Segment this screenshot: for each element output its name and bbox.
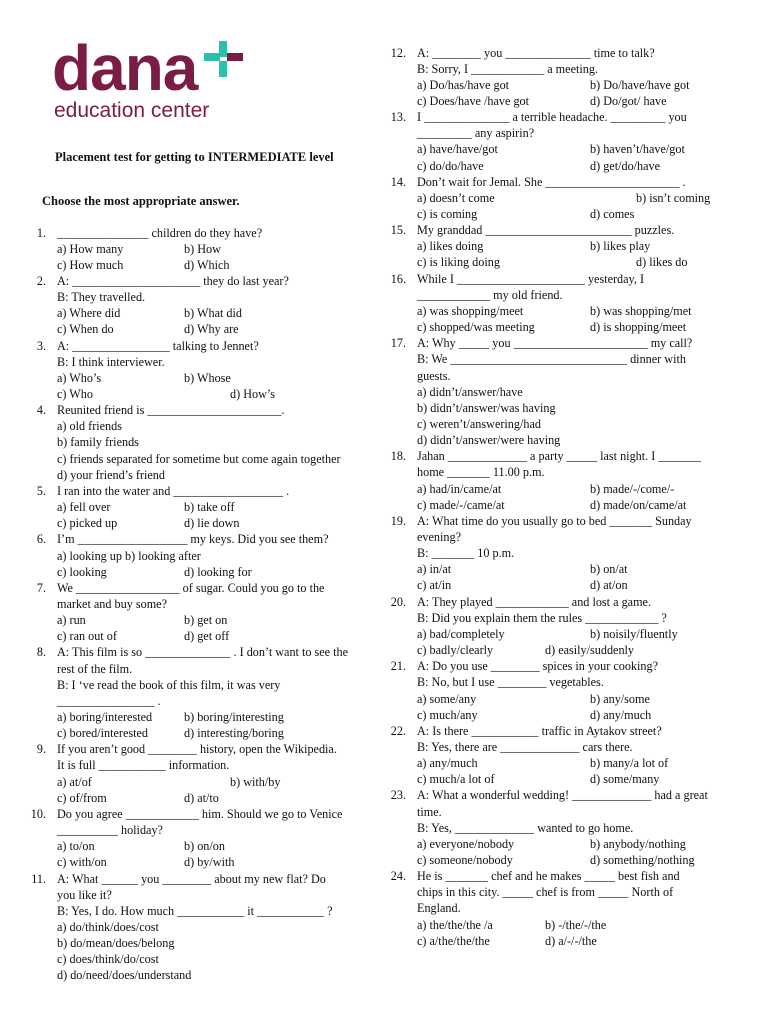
question-line: B: I ‘ve read the book of this film, it was very	[57, 677, 281, 692]
question-text: A: What a wonderful wedding! _____________ had a great	[417, 788, 708, 803]
question-line: d) didn’t/answer/were having	[417, 433, 561, 448]
question-text: A: Why _____ you ______________________ my call?	[417, 336, 693, 351]
question-number: 23.	[390, 788, 406, 803]
page-title: Placement test for getting to INTERMEDIATE level	[55, 150, 334, 164]
question-line: chips in this city. _____ chef is from _____ North of	[417, 885, 674, 900]
question-line: c) is liking doing	[417, 255, 500, 270]
logo-wordmark: dana	[52, 32, 198, 104]
question-line: c) made/-/came/at	[417, 497, 505, 512]
question-line: a) old friends	[57, 419, 122, 434]
question-line: B: Did you explain them the rules ____________ ?	[417, 610, 667, 625]
question-number: 1.	[36, 225, 46, 240]
question-text: I ______________ a terrible headache. _________ you	[417, 110, 687, 125]
answer-option: d) some/many	[590, 772, 660, 787]
question-line: b) didn’t/answer/was having	[417, 400, 556, 415]
answer-option: d) get off	[184, 629, 230, 644]
answer-option: b) on/on	[184, 839, 225, 854]
answer-option: d) easily/suddenly	[545, 643, 635, 658]
question-line: ____________ my old friend.	[417, 287, 563, 302]
answer-option: b) haven’t/have/got	[590, 142, 685, 157]
question-text: Do you agree ____________ him. Should we go to Venice	[57, 806, 343, 821]
answer-option: d) any/much	[590, 707, 652, 722]
question-number: 10.	[30, 806, 46, 821]
question-line: a) boring/interested	[57, 710, 153, 724]
question-line: B: _______ 10 p.m.	[417, 546, 515, 561]
answer-option: b) was shopping/met	[590, 303, 692, 318]
question-text: A: This film is so ______________ . I don’t want to see the	[57, 645, 349, 660]
question-text: A: Is there ___________ traffic in Aytakov street?	[417, 723, 662, 738]
question-line: c) badly/clearly	[417, 643, 494, 658]
answer-option: b) Whose	[184, 370, 231, 385]
question-line: a) everyone/nobody	[417, 836, 515, 851]
question-text: Don’t wait for Jemal. She ______________________ .	[417, 174, 686, 189]
question-line: a) fell over	[57, 500, 111, 515]
question-line: B: Yes, there are _____________ cars there.	[417, 739, 633, 754]
question-text: Reunited friend is ______________________.	[57, 403, 285, 418]
answer-option: d) Do/got/ have	[590, 93, 667, 108]
answer-option: b) How	[184, 241, 221, 256]
instructions: Choose the most appropriate answer.	[42, 194, 240, 208]
answer-option: d) something/nothing	[590, 853, 695, 867]
question-text: A: Do you use ________ spices in your cooking?	[417, 659, 659, 674]
question-line: a) looking up b) looking after	[57, 548, 201, 563]
question-text: A: They played ____________ and lost a game.	[417, 594, 652, 609]
answer-option: d) interesting/boring	[184, 726, 284, 741]
answer-option: d) by/with	[184, 855, 235, 870]
answer-option: b) get on	[184, 613, 228, 628]
question-line: a) didn’t/answer/have	[417, 384, 523, 399]
answer-option: d) comes	[590, 207, 635, 221]
question-line: a) Who’s	[57, 370, 102, 385]
question-line: a) at/of	[57, 774, 92, 789]
question-line: evening?	[417, 530, 461, 544]
question-line: B: They travelled.	[57, 290, 146, 305]
question-line: B: Yes, _____________ wanted to go home.	[417, 820, 634, 835]
answer-option: b) isn’t coming	[636, 190, 711, 205]
answer-option: b) Do/have/have got	[590, 77, 690, 92]
question-number: 21.	[390, 659, 406, 674]
answer-option: b) What did	[184, 306, 242, 321]
question-number: 19.	[390, 513, 406, 528]
question-line: b) family friends	[57, 435, 139, 450]
question-line: market and buy some?	[57, 596, 167, 611]
question-line: home _______ 11.00 p.m.	[417, 465, 545, 480]
answer-option: d) get/do/have	[590, 158, 661, 173]
question-number: 7.	[36, 580, 46, 595]
question-text: I’m __________________ my keys. Did you see them?	[57, 532, 329, 547]
answer-option: b) likes play	[590, 239, 651, 254]
question-number: 9.	[36, 742, 46, 757]
question-line: a) likes doing	[417, 239, 484, 254]
answer-option: b) boring/interesting	[184, 710, 284, 724]
question-text: A: ________________ talking to Jennet?	[57, 338, 259, 353]
question-text: He is _______ chef and he makes _____ best fish and	[417, 869, 680, 884]
question-line: c) Does/have /have got	[417, 93, 530, 108]
question-line: a) Where did	[57, 306, 121, 321]
question-line: c) with/on	[57, 855, 107, 870]
answer-option: d) likes do	[636, 255, 688, 270]
question-line: a) do/think/does/cost	[57, 919, 159, 934]
question-text: My granddad ________________________ puzzles.	[417, 223, 675, 238]
question-line: B: No, but I use ________ vegetables.	[417, 675, 604, 690]
question-line: It is full ___________ information.	[57, 758, 230, 773]
question-text: We _________________ of sugar. Could you go to the	[57, 580, 325, 595]
question-line: a) How many	[57, 241, 124, 256]
question-number: 14.	[390, 174, 406, 189]
question-line: you like it?	[57, 887, 112, 902]
question-number: 13.	[390, 110, 406, 125]
answer-option: b) noisily/fluently	[590, 626, 678, 641]
question-number: 24.	[390, 869, 406, 884]
question-line: B: I think interviewer.	[57, 354, 165, 369]
question-text: While I _____________________ yesterday, I	[417, 271, 645, 286]
question-text: _______________ children do they have?	[57, 225, 263, 240]
question-line: c) much/a lot of	[417, 772, 495, 787]
question-text: A: What time do you usually go to bed _______ Sunday	[417, 513, 692, 528]
question-number: 16.	[390, 271, 406, 286]
question-line: guests.	[417, 368, 451, 383]
question-line: c) at/in	[417, 578, 452, 593]
question-line: ________________ .	[57, 693, 161, 708]
question-line: c) ran out of	[57, 629, 117, 644]
question-line: c) How much	[57, 257, 124, 272]
answer-option: d) at/to	[184, 790, 219, 805]
question-number: 12.	[390, 45, 406, 60]
answer-option: b) many/a lot of	[590, 756, 669, 771]
question-number: 18.	[390, 449, 406, 464]
question-line: B: Yes, I do. How much ___________ it ___________ ?	[57, 903, 333, 918]
answer-option: b) made/-/come/-	[590, 481, 675, 496]
answer-option: d) is shopping/meet	[590, 320, 687, 335]
question-line: c) When do	[57, 322, 114, 337]
answer-option: d) How’s	[230, 387, 276, 401]
question-line: a) was shopping/meet	[417, 303, 524, 318]
question-line: rest of the film.	[57, 661, 133, 676]
question-line: c) weren’t/answering/had	[417, 416, 541, 431]
answer-option: b) take off	[184, 500, 235, 515]
question-line: c) much/any	[417, 707, 478, 722]
answer-option: d) a/-/-/the	[545, 933, 597, 948]
question-line: a) to/on	[57, 839, 95, 854]
question-line: a) doesn’t come	[417, 190, 495, 205]
question-line: a) any/much	[417, 756, 478, 771]
question-line: __________ holiday?	[57, 823, 163, 838]
question-line: c) bored/interested	[57, 726, 149, 741]
logo-subtitle: education center	[54, 99, 210, 122]
question-line: c) a/the/the/the	[417, 933, 490, 948]
question-line: a) in/at	[417, 562, 452, 577]
question-number: 5.	[36, 483, 46, 498]
question-line: d) do/need/does/understand	[57, 968, 192, 983]
question-text: If you aren’t good ________ history, open the Wikipedia.	[57, 742, 337, 757]
question-line: England.	[417, 901, 461, 916]
question-line: a) Do/has/have got	[417, 77, 510, 92]
question-number: 6.	[36, 532, 46, 547]
question-number: 2.	[36, 273, 46, 288]
question-number: 8.	[36, 645, 46, 660]
question-line: a) have/have/got	[417, 142, 498, 157]
question-line: c) do/do/have	[417, 158, 484, 173]
question-line: b) do/mean/does/belong	[57, 936, 175, 951]
question-line: _________ any aspirin?	[417, 126, 535, 141]
question-line: c) shopped/was meeting	[417, 320, 535, 335]
question-line: c) does/think/do/cost	[57, 952, 159, 967]
question-line: c) of/from	[57, 790, 107, 805]
question-line: a) had/in/came/at	[417, 481, 502, 496]
question-line: c) picked up	[57, 516, 118, 531]
question-line: a) the/the/the /a	[417, 917, 493, 932]
question-number: 4.	[36, 403, 46, 418]
question-line: B: Sorry, I ____________ a meeting.	[417, 61, 598, 76]
question-text: A: What ______ you ________ about my new flat? Do	[57, 871, 326, 886]
answer-option: d) at/on	[590, 578, 628, 593]
question-line: c) Who	[57, 387, 93, 401]
answer-option: b) on/at	[590, 562, 628, 577]
question-text: A: ________ you ______________ time to talk?	[417, 45, 655, 60]
question-line: time.	[417, 804, 442, 819]
question-line: B: We _____________________________ dinner with	[417, 352, 686, 367]
question-line: a) run	[57, 613, 86, 628]
question-line: c) is coming	[417, 207, 478, 221]
question-number: 17.	[390, 336, 406, 351]
question-line: a) some/any	[417, 691, 477, 706]
answer-option: b) any/some	[590, 691, 650, 706]
question-number: 20.	[390, 594, 406, 609]
answer-option: d) Why are	[184, 322, 239, 337]
question-number: 3.	[36, 338, 46, 353]
question-line: c) friends separated for sometime but come again together	[57, 451, 341, 466]
answer-option: b) -/the/-/the	[545, 917, 607, 932]
question-number: 11.	[31, 871, 46, 886]
answer-option: b) anybody/nothing	[590, 836, 686, 851]
question-line: a) bad/completely	[417, 626, 505, 641]
question-line: d) your friend’s friend	[57, 467, 165, 482]
question-line: c) someone/nobody	[417, 853, 513, 867]
answer-option: d) Which	[184, 257, 230, 272]
answer-option: b) with/by	[230, 774, 281, 789]
question-number: 22.	[390, 723, 406, 738]
question-text: I ran into the water and __________________ .	[57, 483, 290, 498]
answer-option: d) lie down	[184, 516, 240, 531]
question-line: c) looking	[57, 564, 107, 579]
dana-logo	[52, 32, 252, 126]
answer-option: d) looking for	[184, 564, 252, 579]
question-text: A: _____________________ they do last year?	[57, 273, 289, 288]
question-number: 15.	[390, 223, 406, 238]
answer-option: d) made/on/came/at	[590, 497, 687, 512]
star-icon	[202, 39, 246, 83]
question-text: Jahan _____________ a party _____ last night. I _______	[417, 449, 702, 464]
